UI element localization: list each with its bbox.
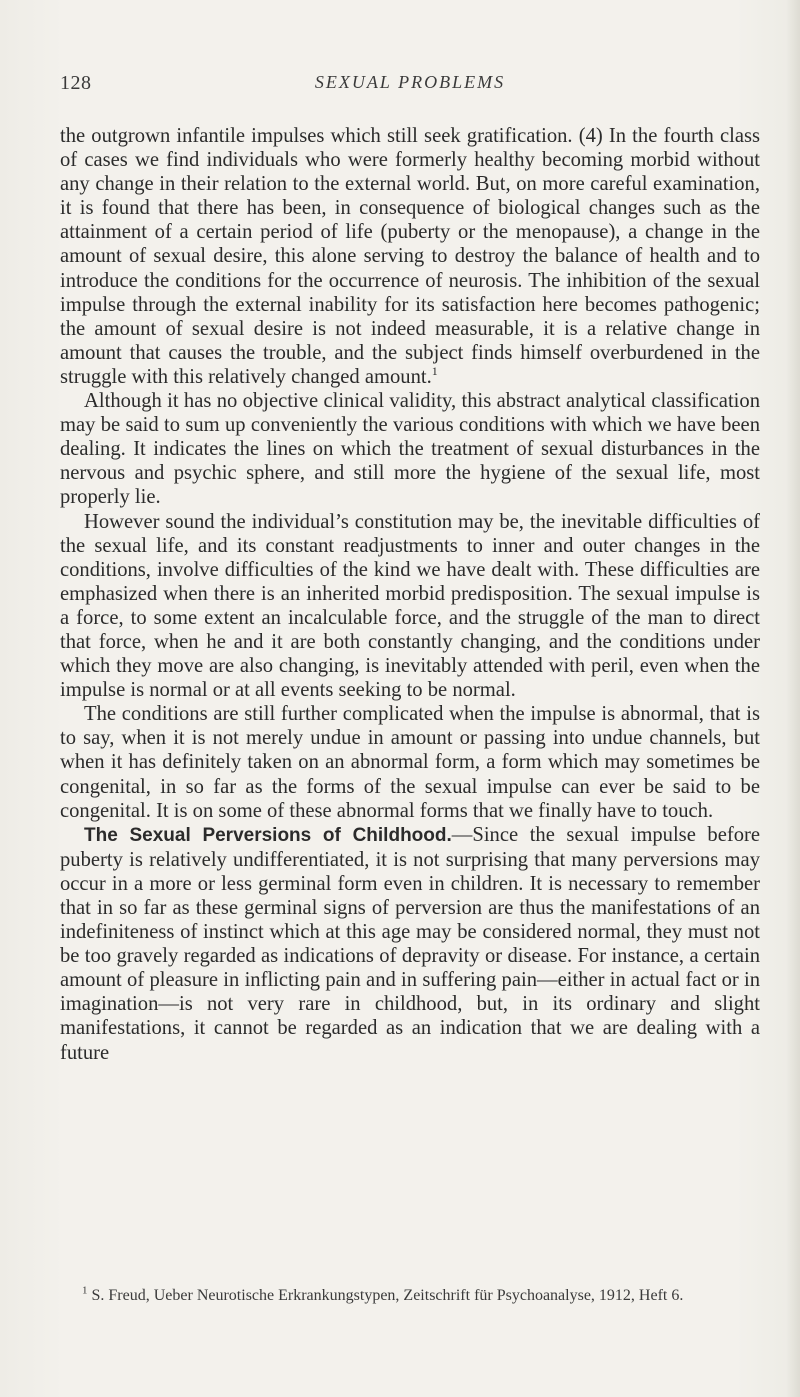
body-text xyxy=(60,124,760,1065)
page-number: 128 xyxy=(60,72,92,94)
footnote-mark: 1 xyxy=(82,1284,88,1297)
page-edge-shadow xyxy=(786,0,800,1397)
paragraph: The conditions are still further complicated when the impulse is abnormal, that is to say, when it is not merely undue in amount or passing into undue channels, but when it has definitely taken on an abnormal form, a form which may sometimes be congenital, in so far as the forms of the sexual impulse can ever be said to be congenital. It is on some of these abnormal forms that we finally have to touch. xyxy=(60,703,760,822)
paragraph xyxy=(60,124,760,389)
footnote-text: S. Freud, Ueber Neurotische Erkrankungstypen, Zeitschrift für Psychoanalyse, 1912, Heft 6. xyxy=(91,1287,684,1304)
paragraph-text: —Since the sexual impulse before puberty is relatively undifferentiated, it is not surprising that many perversions may occur in a more or less germinal form even in children. It is necessary to remember that in so far as these germinal signs of perversion are thus the manifestations of an indefiniteness of instinct which at this age may be considered normal, they must not be too gravely regarded as indications of depravity or disease. For instance, a certain amount of pleasure in inflicting pain and in suffering pain—either in actual fact or in imagination—is not very rare in childhood, but, in its ordinary and slight manifestations, it cannot be regarded as an indication that we are dealing with a future xyxy=(60,823,760,1064)
paragraph-text: the outgrown infantile impulses which still seek gratification. (4) In the fourth class of cases we find individuals who were formerly healthy becoming morbid without any change in their relation to the external world. But, on more careful examination, it is found that there has been, in consequence of biological changes such as the attainment of a certain period of life (puberty or the menopause), a change in the amount of sexual desire, this alone serving to destroy the balance of health and to introduce the conditions for the occurrence of neurosis. The inhibition of the sexual impulse through the external inability for its satisfaction here becomes pathogenic; the amount of sexual desire is not indeed measurable, it is a relative change in amount that causes the trouble, and the subject finds himself overburdened in the struggle with this relatively changed amount. xyxy=(60,125,760,388)
section-heading: The Sexual Perversions of Childhood. xyxy=(84,824,452,846)
running-title: SEXUAL PROBLEMS xyxy=(314,72,506,92)
paragraph: Although it has no objective clinical validity, this abstract analytical classification may be said to sum up conveniently the various conditions with which we have been dealing. It indicates the lines on which the treatment of sexual disturbances in the nervous and psychic sphere, and still more the hygiene of the sexual life, most properly lie. xyxy=(60,390,760,509)
footnote-reference: 1 xyxy=(431,364,438,379)
footnote xyxy=(60,1286,760,1306)
paragraph: However sound the individual’s constitution may be, the inevitable difficulties of the sexual life, and its constant readjustments to inner and outer changes in the conditions, involve difficulties of the kind we have dealt with. These difficulties are emphasized when there is an inherited morbid predisposition. The sexual impulse is a force, to some extent an incalculable force, and the struggle of the man to direct that force, when he and it are both constantly changing, and the conditions under which they move are also changing, is inevitably attended with peril, even when the impulse is normal or at all events seeking to be normal. xyxy=(60,510,760,702)
running-head xyxy=(60,72,760,102)
paragraph xyxy=(60,823,760,1065)
